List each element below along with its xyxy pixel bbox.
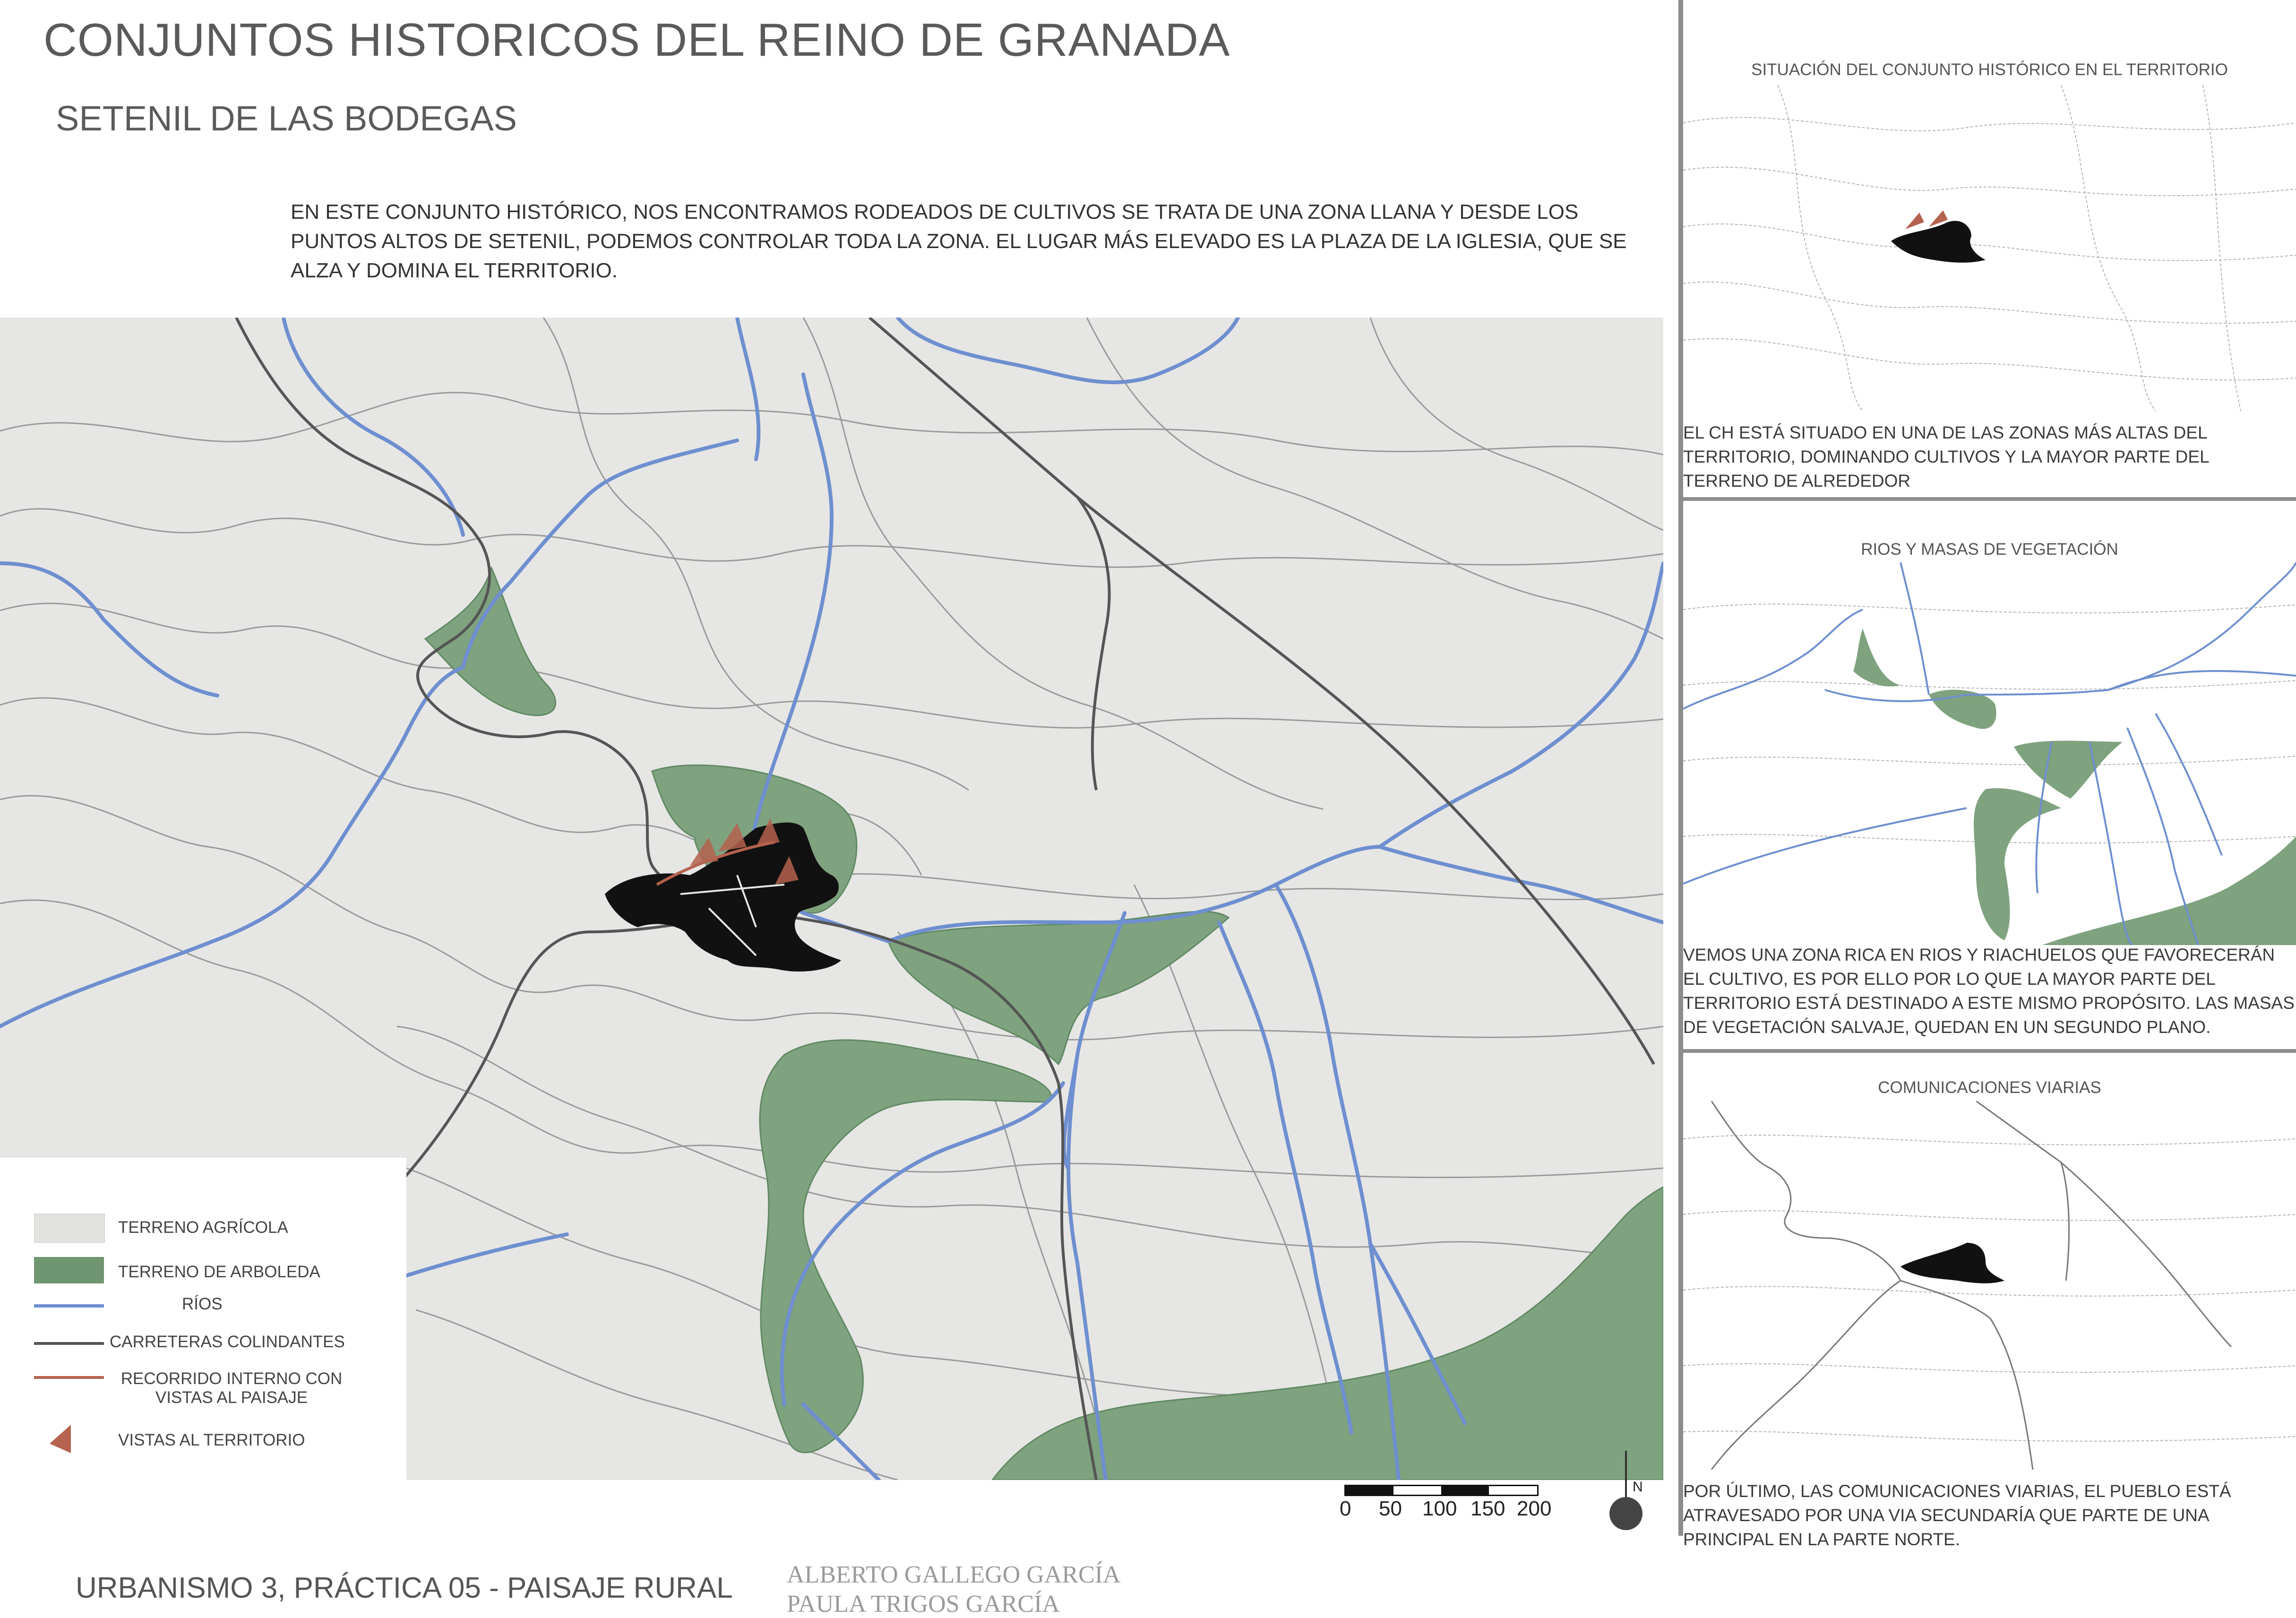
course-title: URBANISMO 3, PRÁCTICA 05 - PAISAJE RURAL	[76, 1572, 733, 1604]
scale-bar	[1344, 1485, 1539, 1496]
panel-text: EL CH ESTÁ SITUADO EN UNA DE LAS ZONAS MÁS ALTAS DEL TERRITORIO, DOMINANDO CULTIVOS Y LA MAYOR PARTE DEL TERRENO DE ALREDEDOR	[1683, 423, 2209, 491]
north-arrow-icon	[1609, 1497, 1642, 1530]
legend-label: RÍOS	[182, 1295, 223, 1313]
vertical-divider	[1678, 0, 1683, 1536]
legend	[0, 1158, 406, 1484]
legend-swatch-route	[34, 1376, 104, 1379]
scale-label: 200	[1517, 1497, 1552, 1520]
legend-label: VISTAS AL TERRITORIO	[118, 1431, 305, 1449]
panel-map-rivers	[1683, 562, 2296, 945]
horizontal-divider	[1683, 497, 2296, 501]
panel-map-situation	[1683, 85, 2296, 411]
panel-title: SITUACIÓN DEL CONJUNTO HISTÓRICO EN EL TERRITORIO	[1751, 60, 2228, 79]
legend-label: CARRETERAS COLINDANTES	[110, 1333, 345, 1351]
legend-swatch-river	[34, 1304, 104, 1308]
north-arrow-stem	[1625, 1451, 1627, 1498]
main-title: CONJUNTOS HISTORICOS DEL REINO DE GRANADA	[43, 14, 1230, 66]
panel-title: RIOS Y MASAS DE VEGETACIÓN	[1861, 540, 2118, 559]
legend-swatch-agricultural	[34, 1214, 105, 1243]
intro-text: EN ESTE CONJUNTO HISTÓRICO, NOS ENCONTRAMOS RODEADOS DE CULTIVOS SE TRATA DE UNA ZONA LLANA Y DESDE LOS PUNTOS ALTOS DE SETENIL, PODEMOS CONTROLAR TODA LA ZONA. EL LUGAR MÁS ELEVADO ES LA PLAZA DE LA IGLESIA, QUE SE ALZA Y DOMINA EL TERRITORIO.	[291, 200, 1627, 282]
panel-map-roads	[1683, 1101, 2296, 1470]
scale-label: 150	[1470, 1497, 1505, 1520]
author-name: PAULA TRIGOS GARCÍA	[787, 1591, 1060, 1618]
panel-text: POR ÚLTIMO, LAS COMUNICACIONES VIARIAS, EL PUEBLO ESTÁ ATRAVESADO POR UNA VIA SECUNDARÍA QUE PARTE DE UNA PRINCIPAL EN LA PARTE NORTE.	[1683, 1481, 2231, 1549]
author-name: ALBERTO GALLEGO GARCÍA	[787, 1561, 1121, 1588]
legend-swatch-view	[47, 1422, 76, 1455]
panel-title: COMUNICACIONES VIARIAS	[1878, 1078, 2101, 1097]
panel-text: VEMOS UNA ZONA RICA EN RIOS Y RIACHUELOS QUE FAVORECERÁN EL CULTIVO, ES POR ELLO POR LO QUE LA MAYOR PARTE DEL TERRITORIO ESTÁ DESTINADO A ESTE MISMO PROPÓSITO. LAS MASAS DE VEGETACIÓN SALVAJE, QUEDAN EN UN SEGUNDO PLANO.	[1683, 945, 2295, 1037]
legend-swatch-woodland	[34, 1257, 104, 1283]
legend-label: RECORRIDO INTERNO CON VISTAS AL PAISAJE	[120, 1369, 343, 1407]
north-label: N	[1633, 1479, 1643, 1495]
legend-label: TERRENO DE ARBOLEDA	[118, 1263, 320, 1281]
subtitle: SETENIL DE LAS BODEGAS	[56, 99, 517, 138]
scale-label: 100	[1422, 1497, 1457, 1520]
scale-label: 0	[1340, 1497, 1351, 1520]
horizontal-divider	[1683, 1049, 2296, 1053]
legend-label: TERRENO AGRÍCOLA	[118, 1218, 288, 1237]
scale-label: 50	[1379, 1497, 1402, 1520]
legend-swatch-road	[34, 1342, 104, 1345]
